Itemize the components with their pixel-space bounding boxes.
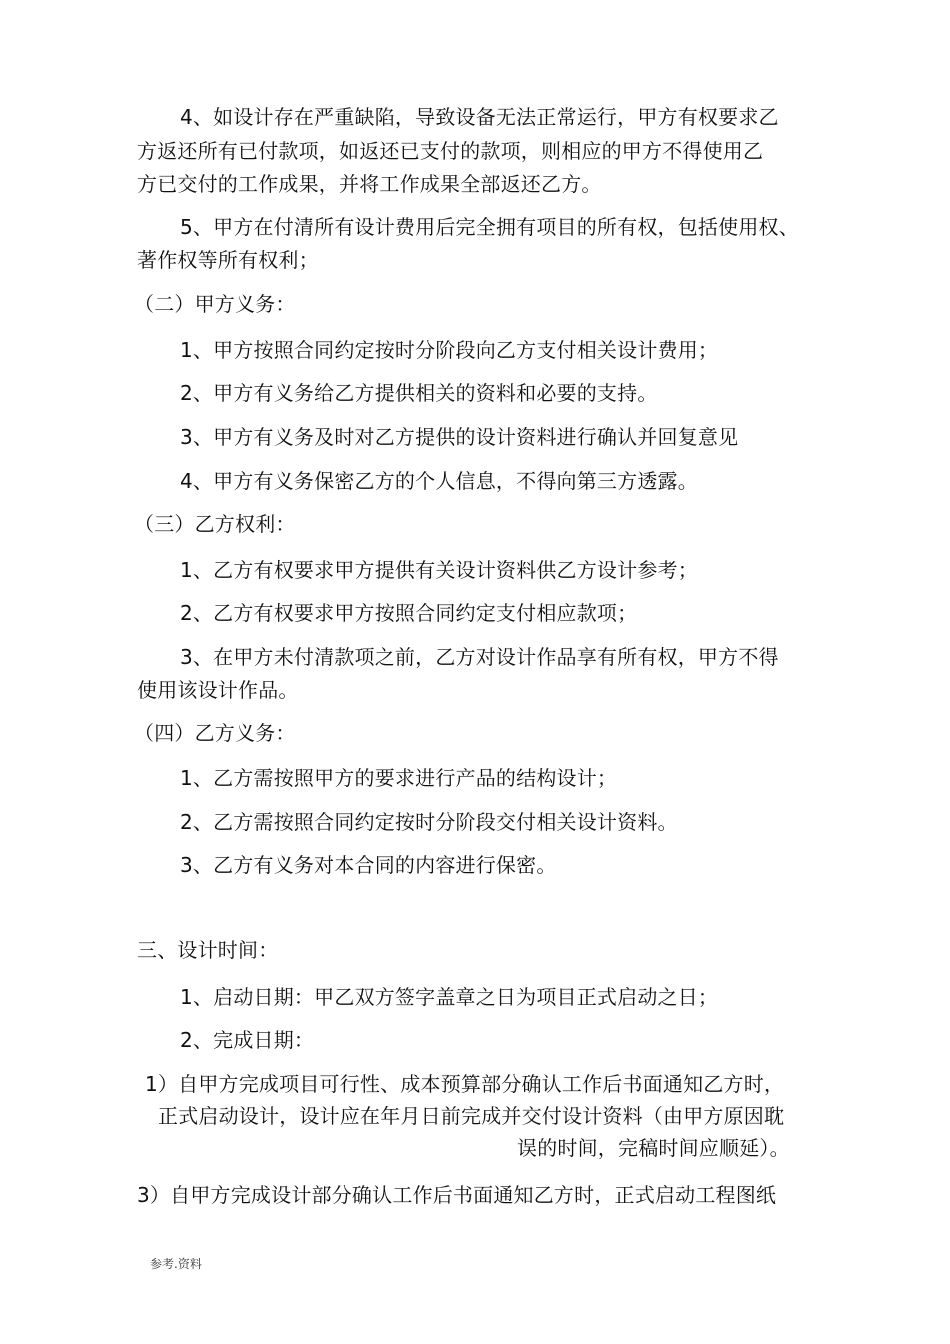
section-heading: （二）甲方义务： — [134, 292, 296, 316]
list-item: 2、甲方有义务给乙方提供相关的资料和必要的支持。 — [180, 381, 658, 405]
paragraph-line: 4、如设计存在严重缺陷，导致设备无法正常运行，甲方有权要求乙 — [180, 105, 779, 129]
list-item: 3）自甲方完成设计部分确认工作后书面通知乙方时，正式启动工程图纸 — [137, 1183, 777, 1207]
paragraph-line: 使用该设计作品。 — [137, 678, 299, 702]
list-item: 1）自甲方完成项目可行性、成本预算部分确认工作后书面通知乙方时， — [145, 1072, 785, 1096]
list-item: 3、乙方有义务对本合同的内容进行保密。 — [180, 853, 557, 877]
list-item: 4、甲方有义务保密乙方的个人信息，不得向第三方透露。 — [180, 469, 698, 493]
paragraph-line: 误的时间，完稿时间应顺延）。 — [517, 1136, 790, 1160]
page-footer: 参考.资料 — [150, 1257, 202, 1271]
list-item: 2、完成日期： — [180, 1028, 315, 1052]
list-item: 1、乙方需按照甲方的要求进行产品的结构设计； — [180, 766, 618, 790]
paragraph-line: 正式启动设计，设计应在年月日前完成并交付设计资料（由甲方原因耽 — [158, 1104, 785, 1128]
list-item: 1、乙方有权要求甲方提供有关设计资料供乙方设计参考； — [180, 558, 698, 582]
list-item: 3、在甲方未付清款项之前，乙方对设计作品享有所有权，甲方不得 — [180, 645, 779, 669]
list-item: 1、甲方按照合同约定按时分阶段向乙方支付相关设计费用； — [180, 338, 719, 362]
paragraph-line: 著作权等所有权利； — [137, 248, 319, 272]
paragraph-line: 5、甲方在付清所有设计费用后完全拥有项目的所有权，包括使用权、 — [180, 215, 799, 239]
section-heading: （四）乙方义务： — [134, 721, 296, 745]
list-item: 2、乙方有权要求甲方按照合同约定支付相应款项； — [180, 601, 638, 625]
paragraph-line: 方已交付的工作成果，并将工作成果全部返还乙方。 — [137, 172, 602, 196]
paragraph-line: 方返还所有已付款项，如返还已支付的款项，则相应的甲方不得使用乙 — [137, 139, 764, 163]
list-item: 1、启动日期：甲乙双方签字盖章之日为项目正式启动之日； — [180, 985, 719, 1009]
list-item: 3、甲方有义务及时对乙方提供的设计资料进行确认并回复意见 — [180, 425, 739, 449]
section-heading: （三）乙方权利： — [134, 512, 296, 536]
list-item: 2、乙方需按照合同约定按时分阶段交付相关设计资料。 — [180, 810, 678, 834]
section-heading: 三、设计时间： — [137, 938, 279, 962]
